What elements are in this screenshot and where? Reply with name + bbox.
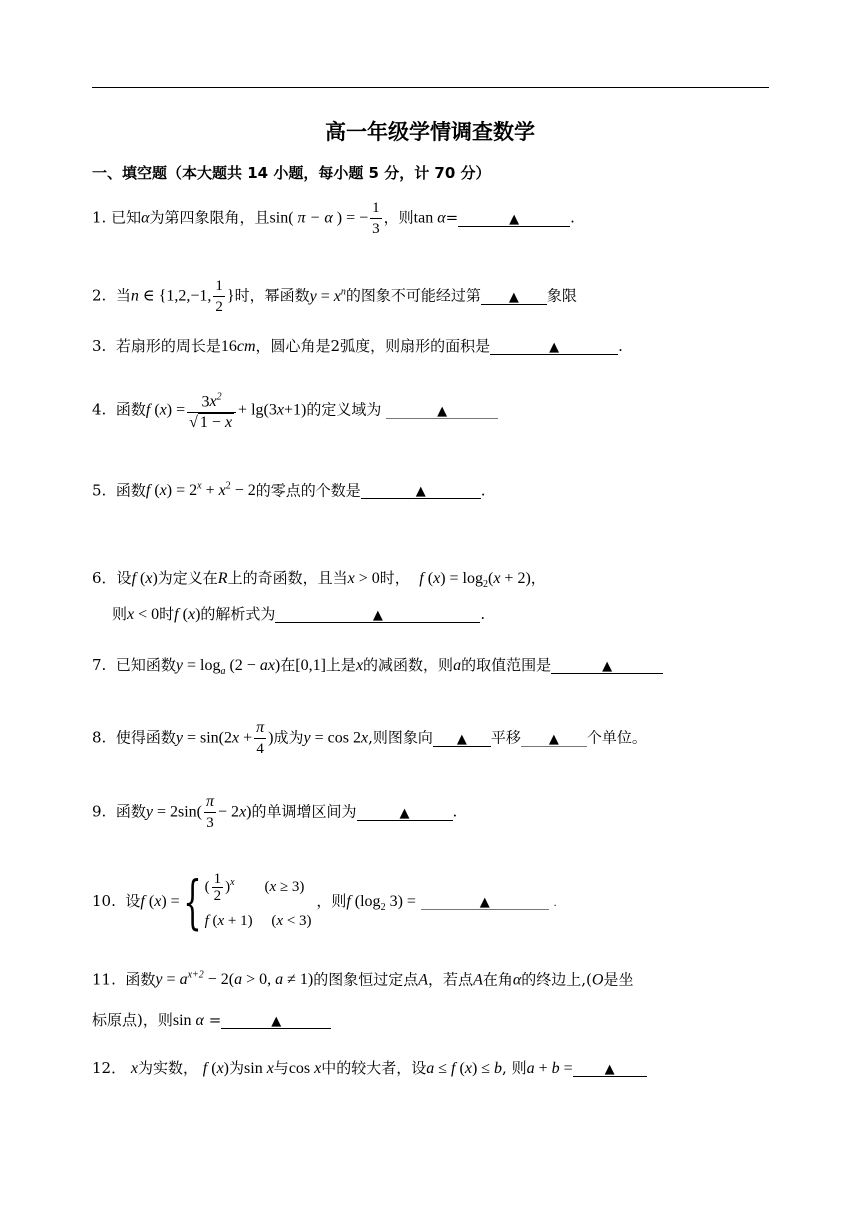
question-7: 7. 已知函数$y = \log_a (2 - ax)$在[0,1]上是x的减函数，则a的取值范围是 ▲ bbox=[92, 655, 663, 682]
answer-blank-9[interactable]: ▲ bbox=[357, 802, 453, 821]
question-12: 12． x为实数， f (x)为sin x与cos x中的较大者，设a ≤ f (x) ≤ b, 则a + b = ▲ bbox=[92, 1058, 647, 1079]
question-3: 3. 若扇形的周长是16cm，圆心角是2弧度，则扇形的面积是 ▲ . bbox=[92, 337, 623, 355]
question-10: 10. 设f (x) ={ ( $\frac{1}{2}$ )$^x$ (x ≥ 3) f (x + 1) (x < 3) ，则f ($\log_2$ 3) = ▲ . bbox=[92, 868, 557, 937]
answer-blank-8a[interactable]: ▲ bbox=[433, 728, 491, 747]
answer-blank-5[interactable]: ▲ bbox=[361, 480, 481, 499]
header-rule bbox=[92, 87, 769, 88]
question-6-line-2: 则x < 0时f (x)的解析式为 ▲ . bbox=[112, 605, 486, 623]
question-8: 8. 使得函数y = sin(2x + $\frac{\pi}{4}$ )成为y = cos 2x,则图象向 ▲ 平移 ▲ 个单位。 bbox=[92, 719, 647, 757]
answer-blank-8b[interactable]: ▲ bbox=[521, 728, 587, 747]
page-title: 高一年级学情调查数学 bbox=[325, 120, 535, 144]
answer-blank-3[interactable]: ▲ bbox=[490, 336, 618, 355]
question-6: 6．设f (x)为定义在R上的奇函数，且当x > 0时， f $(x) = \log_2(x + 2)$， bbox=[92, 569, 546, 591]
question-1: 1. 已知α为第四象限角，且sin( π − α ) = − $\frac{1}{3}$ ，则tan α= ▲ . bbox=[92, 200, 575, 237]
question-4: 4. 函数f (x) = $\frac{3x^2}{√ 1 - x}$ + lg(3x+1)的定义域为 ▲ bbox=[92, 388, 498, 433]
answer-blank-12[interactable]: ▲ bbox=[573, 1058, 647, 1077]
question-11: 11. 函数$y = a^{x+2} - 2(a > 0$, a ≠ 1)的图象恒过定点A，若点A在角α的终边上,(O是坐 bbox=[92, 970, 634, 989]
answer-blank-1[interactable]: ▲ bbox=[458, 208, 570, 227]
answer-blank-2[interactable]: ▲ bbox=[481, 286, 547, 305]
answer-blank-10[interactable]: ▲ bbox=[421, 891, 549, 910]
question-2: 2. 当n ∈ {1,2,−1, $\frac{1}{2}$ }时，幂函数$y = x^n$的图象不可能经过第 ▲ 象限 bbox=[92, 278, 577, 315]
answer-blank-6[interactable]: ▲ bbox=[275, 604, 480, 623]
question-11-line-2: 标原点)，则sin α = ▲ bbox=[92, 1010, 331, 1031]
answer-blank-11[interactable]: ▲ bbox=[221, 1010, 331, 1029]
answer-blank-7[interactable]: ▲ bbox=[551, 655, 663, 674]
question-5: 5. 函数f $(x) = 2^x + x^2 - 2$的零点的个数是 ▲ . bbox=[92, 481, 486, 500]
answer-blank-4[interactable]: ▲ bbox=[386, 400, 498, 419]
section-heading: 一、填空题（本大题共 14 小题，每小题 5 分，计 70 分） bbox=[92, 164, 491, 182]
question-9: 9. 函数y = 2sin( $\frac{\pi}{3}$ − 2x)的单调增区间为 ▲ . bbox=[92, 793, 458, 831]
